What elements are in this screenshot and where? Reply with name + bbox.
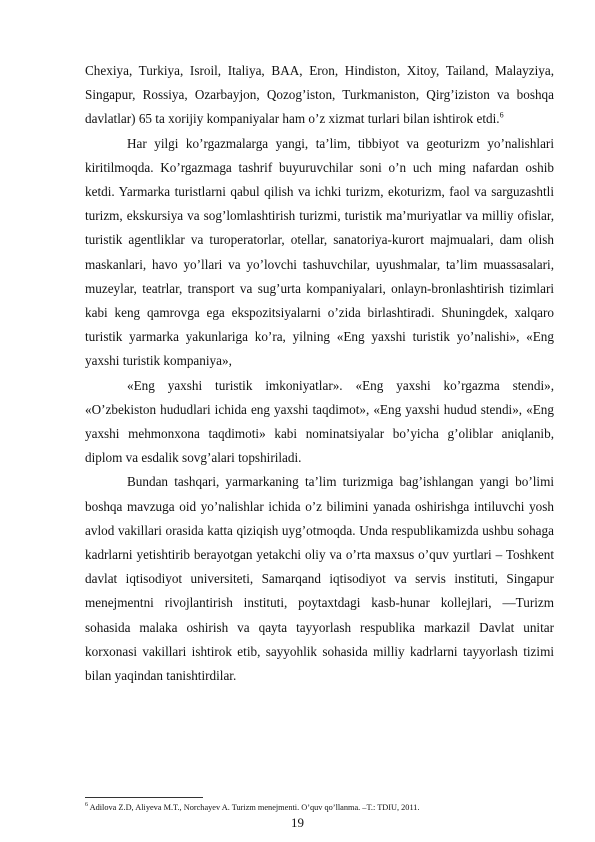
paragraph-4: Bundan tashqari, yarmarkaning ta’lim turizmiga bag’ishlangan yangi bo’limi boshqa mavzuga oid yo’nalishlar ichida o’z bilimini yanada oshirishga intiluvchi yosh avlod vakillari orasida katta qiziqish uyg’otmoqda. Unda respublikamizda ushbu sohaga kadrlarni yetishtirib berayotgan yetakchi oliy va o’rta maxsus o’quv yurtlari – Toshkent davlat iqtisodiyot universiteti, Samarqand iqtisodiyot va servis instituti, Singapur menejmentni rivojlantirish instituti, poytaxtdagi kasb-hunar kollejlari, ―Turizm sohasida malaka oshirish va qayta tayyorlash respublika markazi‖ Davlat unitar korxonasi vakillari ishtirok etib, sayyohlik sohasida milliy kadrlarni tayyorlash tizimi bilan yaqindan tanishtirdilar. [85, 474, 554, 684]
footnote-text: Adilova Z.D, Aliyeva M.T., Norchayev A. Turizm menejmenti. O’quv qo’llanma. –T.: TDIU, 2011. [88, 802, 420, 812]
footnote-number: 6 [85, 802, 88, 808]
page-number: 19 [291, 815, 304, 830]
footnote [85, 800, 554, 813]
paragraph-2: Har yilgi ko’rgazmalarga yangi, ta’lim, tibbiyot va geoturizm yo’nalishlari kiritilmoqda. Ko’rgazmaga tashrif buyuruvchilar soni o’n uch ming nafardan oshib ketdi. Yarmarka turistlarni qabul qilish va ichki turizm, ekoturizm, faol va sarguzashtli turizm, ekskursiya va sog’lomlashtirish turizmi, turistik ma’muriyatlar va milliy ofislar, turistik agentliklar va turoperatorlar, otellar, sanatoriya-kurort majmualari, dam olish maskanlari, havo yo’llari va yo’lovchi tashuvchilar, uyushmalar, ta’lim muassasalari, muzeylar, teatrlar, transport va sug’urta kompaniyalari, onlayn-bronlashtirish tizimlari kabi keng qamrovga ega ekspozitsiyalarni o’zida birlashtiradi. Shuningdek, xalqaro turistik yarmarka yakunlariga ko’ra, yilning «Eng yaxshi turistik yo’nalishi», «Eng yaxshi turistik kompaniya», [85, 135, 554, 369]
body-text [85, 59, 554, 688]
footnote-reference: 6 [499, 111, 504, 121]
paragraph-1 [85, 59, 554, 132]
paragraph-1-text: Chexiya, Turkiya, Isroil, Italiya, BAA, Eron, Hindiston, Xitoy, Tailand, Malayziya, Singapur, Rossiya, Ozarbayjon, Qozog’iston, Turkmaniston, Qirg’iziston va boshqa davlatlar) 65 ta xorijiy kompaniyalar ham o’z xizmat turlari bilan ishtirok etdi. [85, 63, 554, 127]
footnote-divider [85, 797, 203, 798]
paragraph-3: «Eng yaxshi turistik imkoniyatlar». «Eng yaxshi ko’rgazma stendi», «O’zbekiston hududlari ichida eng yaxshi taqdimot», «Eng yaxshi hudud stendi», «Eng yaxshi mehmonxona taqdimoti» kabi nominatsiyalar bo’yicha g’oliblar aniqlanib, diplom va esdalik sovg’alari topshiriladi. [85, 377, 554, 466]
